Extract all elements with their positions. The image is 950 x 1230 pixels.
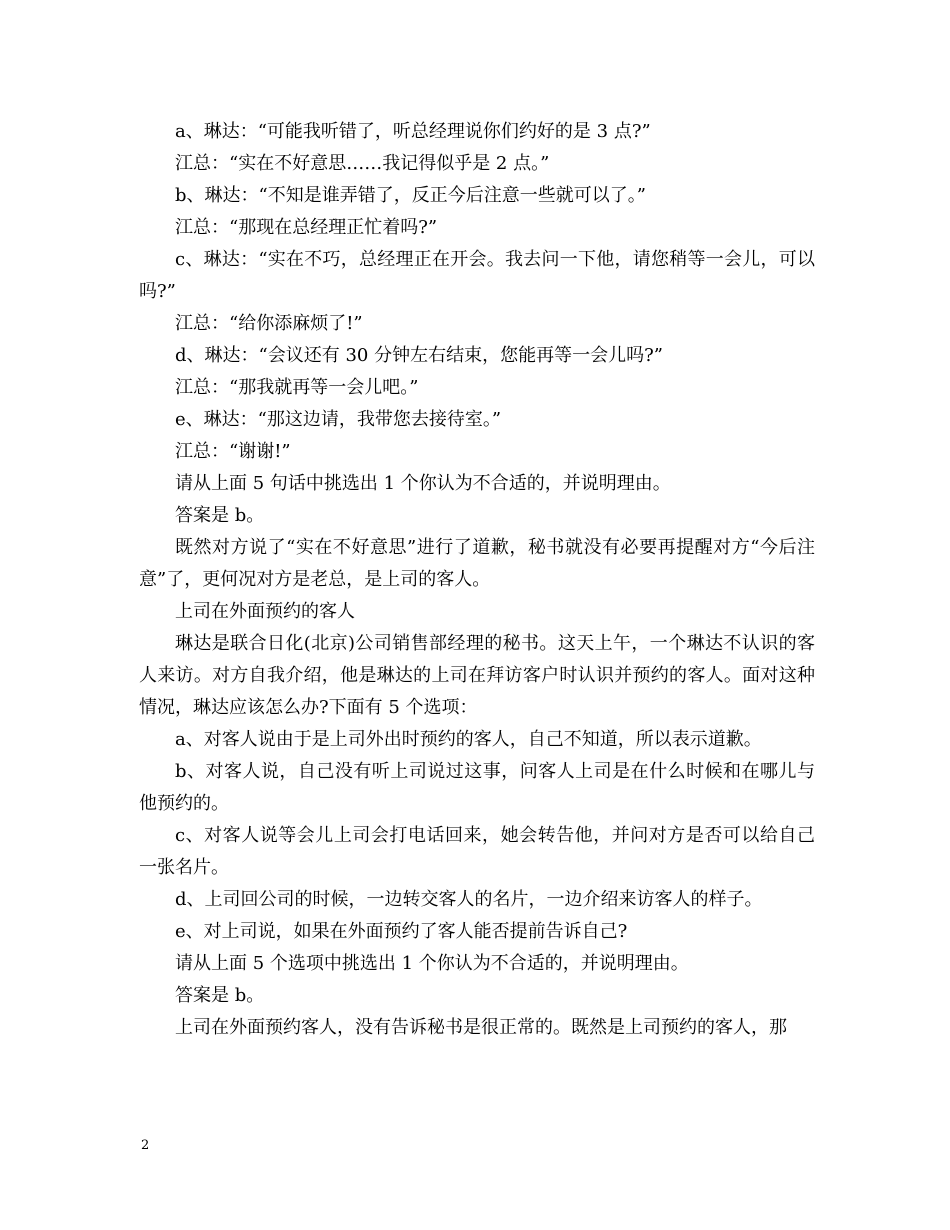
paragraph: 江总：“谢谢!” [175,441,291,462]
paragraph: c、琳达：“实在不巧，总经理正在开会。我去问一下他，请您稍等一会儿，可以吗?” [139,249,815,302]
section-heading: 上司在外面预约的客人 [175,601,355,622]
paragraph: 江总：“那现在总经理正忙着吗?” [175,217,438,238]
paragraph: 答案是 b。 [175,505,265,526]
document-body [139,116,815,1044]
paragraph: 江总：“那我就再等一会儿吧。” [175,377,419,398]
paragraph: 江总：“给你添麻烦了!” [175,313,363,334]
paragraph: b、琳达：“不知是谁弄错了，反正今后注意一些就可以了。” [175,185,646,206]
paragraph: b、对客人说，自己没有听上司说过这事，问客人上司是在什么时候和在哪儿与他预约的。 [139,761,815,814]
paragraph: 请从上面 5 个选项中挑选出 1 个你认为不合适的，并说明理由。 [175,953,689,974]
paragraph: 江总：“实在不好意思……我记得似乎是 2 点。” [175,153,550,174]
paragraph: e、对上司说，如果在外面预约了客人能否提前告诉自己? [175,921,628,942]
paragraph: d、上司回公司的时候，一边转交客人的名片，一边介绍来访客人的样子。 [175,889,763,910]
paragraph: e、琳达：“那这边请，我带您去接待室。” [175,409,502,430]
paragraph: a、琳达：“可能我听错了，听总经理说你们约好的是 3 点?” [175,121,651,142]
paragraph: c、对客人说等会儿上司会打电话回来，她会转告他，并问对方是否可以给自己一张名片。 [139,825,815,878]
paragraph: 既然对方说了“实在不好意思”进行了道歉，秘书就没有必要再提醒对方“今后注意”了，更何况对方是老总，是上司的客人。 [139,537,815,590]
paragraph: a、对客人说由于是上司外出时预约的客人，自己不知道，所以表示道歉。 [175,729,762,750]
page-number: 2 [141,1138,150,1153]
paragraph: 答案是 b。 [175,985,265,1006]
paragraph: 上司在外面预约客人，没有告诉秘书是很正常的。既然是上司预约的客人，那 [175,1017,787,1038]
paragraph: 琳达是联合日化(北京)公司销售部经理的秘书。这天上午，一个琳达不认识的客人来访。对方自我介绍，他是琳达的上司在拜访客户时认识并预约的客人。面对这种情况，琳达应该怎么办?下面有 5 个选项： [139,633,815,718]
paragraph: d、琳达：“会议还有 30 分钟左右结束，您能再等一会儿吗?” [175,345,663,366]
paragraph: 请从上面 5 句话中挑选出 1 个你认为不合适的，并说明理由。 [175,473,671,494]
